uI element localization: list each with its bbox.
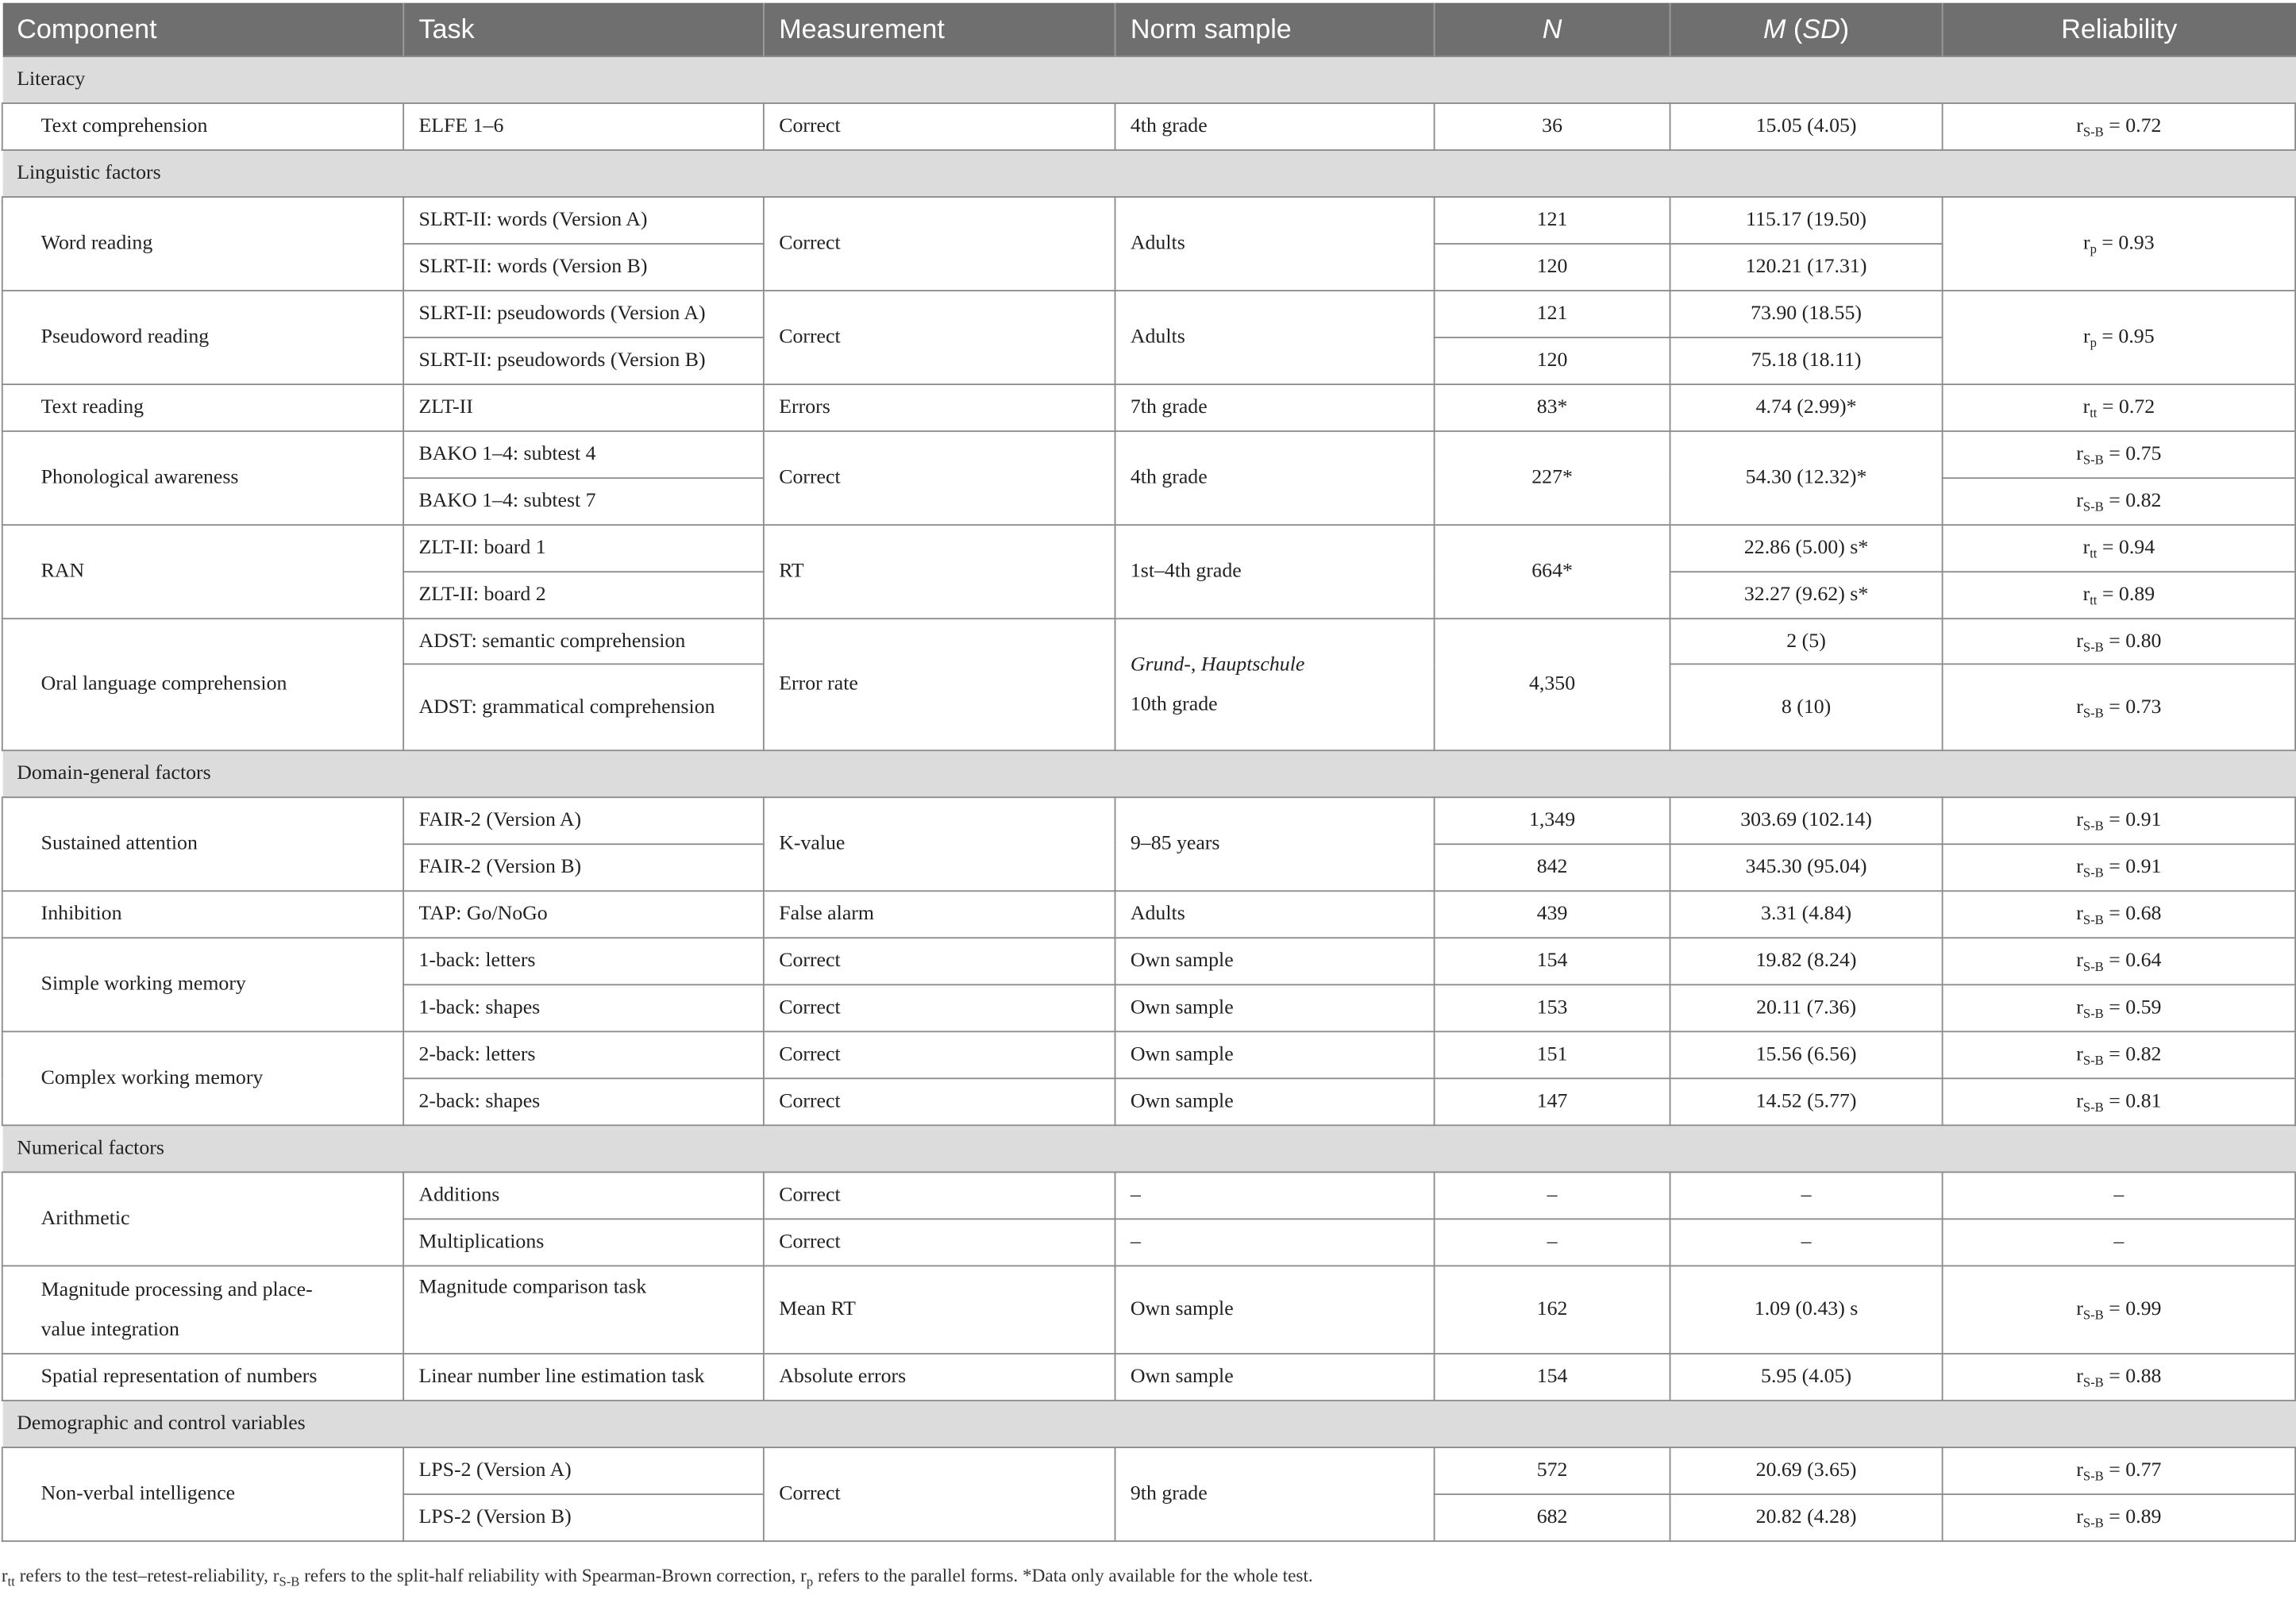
table-row: [2, 197, 2295, 244]
norm-cell: 9th grade: [1115, 1447, 1435, 1541]
component-cell: Sustained attention: [2, 797, 403, 891]
reliability-cell: $r_{S-B} = 0.89$: [1943, 1494, 2296, 1541]
reliability-cell: $r_{S-B} = 0.91$: [1943, 844, 2296, 891]
msd-cell: 15.56 (6.56): [1670, 1031, 1943, 1078]
n-cell: 227*: [1435, 431, 1670, 525]
n-cell: 154: [1435, 938, 1670, 984]
table-row: [2, 1172, 2295, 1219]
msd-cell: 115.17 (19.50): [1670, 197, 1943, 244]
measurement-cell: Absolute errors: [764, 1354, 1115, 1401]
component-cell: Non-verbal intelligence: [2, 1447, 403, 1541]
norm-cell: [1115, 618, 1435, 750]
header-row: [2, 3, 2295, 56]
measurement-cell: K-value: [764, 797, 1115, 891]
msd-cell: 4.74 (2.99)*: [1670, 384, 1943, 431]
measurement-cell: RT: [764, 525, 1115, 618]
table-row: [2, 938, 2295, 984]
header-reliability: Reliability: [1943, 3, 2296, 56]
n-cell: 4,350: [1435, 618, 1670, 750]
reliability-cell: $r_{S-B} = 0.99$: [1943, 1266, 2296, 1354]
component-cell: Oral language comprehension: [2, 618, 403, 750]
msd-cell: 303.69 (102.14): [1670, 797, 1943, 844]
component-cell: Arithmetic: [2, 1172, 403, 1266]
category-row: [2, 1125, 2295, 1172]
msd-cell: 8 (10): [1670, 664, 1943, 750]
norm-line-1: Grund-, Hauptschule: [1130, 653, 1305, 676]
task-cell: TAP: Go/NoGo: [403, 891, 764, 938]
norm-cell: Own sample: [1115, 1078, 1435, 1125]
n-cell: 162: [1435, 1266, 1670, 1354]
msd-cell: –: [1670, 1172, 1943, 1219]
n-cell: 151: [1435, 1031, 1670, 1078]
norm-cell: Own sample: [1115, 984, 1435, 1031]
task-cell: ZLT-II: board 1: [403, 525, 764, 572]
table-row: [2, 431, 2295, 478]
component-cell: Simple working memory: [2, 938, 403, 1031]
measurement-cell: Correct: [764, 431, 1115, 525]
n-cell: 121: [1435, 291, 1670, 337]
header-component: Component: [2, 3, 403, 56]
category-row: [2, 150, 2295, 197]
component-cell: Spatial representation of numbers: [2, 1354, 403, 1401]
reliability-cell: –: [1943, 1219, 2296, 1266]
task-cell: BAKO 1–4: subtest 7: [403, 478, 764, 525]
measurement-cell: Correct: [764, 197, 1115, 291]
measurement-cell: Error rate: [764, 618, 1115, 750]
reliability-cell: $r_{S-B} = 0.82$: [1943, 478, 2296, 525]
norm-cell: –: [1115, 1219, 1435, 1266]
task-cell: 2-back: shapes: [403, 1078, 764, 1125]
task-cell: SLRT-II: words (Version B): [403, 244, 764, 291]
msd-cell: 1.09 (0.43) s: [1670, 1266, 1943, 1354]
msd-cell: 32.27 (9.62) s*: [1670, 572, 1943, 618]
task-cell: ZLT-II: board 2: [403, 572, 764, 618]
n-cell: 682: [1435, 1494, 1670, 1541]
task-cell: FAIR-2 (Version B): [403, 844, 764, 891]
n-cell: 153: [1435, 984, 1670, 1031]
norm-cell: Adults: [1115, 197, 1435, 291]
msd-cell: 14.52 (5.77): [1670, 1078, 1943, 1125]
norm-cell: Own sample: [1115, 1266, 1435, 1354]
reliability-cell: $r_{S-B} = 0.81$: [1943, 1078, 2296, 1125]
n-cell: 439: [1435, 891, 1670, 938]
task-cell: FAIR-2 (Version A): [403, 797, 764, 844]
measurement-cell: Correct: [764, 103, 1115, 150]
component-cell: RAN: [2, 525, 403, 618]
msd-cell: 73.90 (18.55): [1670, 291, 1943, 337]
msd-cell: 54.30 (12.32)*: [1670, 431, 1943, 525]
task-cell: SLRT-II: pseudowords (Version A): [403, 291, 764, 337]
reliability-cell: $r_{tt} = 0.72$: [1943, 384, 2296, 431]
measurement-cell: Correct: [764, 1219, 1115, 1266]
norm-cell: Own sample: [1115, 1354, 1435, 1401]
msd-cell: 20.11 (7.36): [1670, 984, 1943, 1031]
msd-cell: 20.82 (4.28): [1670, 1494, 1943, 1541]
measurement-cell: False alarm: [764, 891, 1115, 938]
category-label: Linguistic factors: [2, 150, 2295, 197]
table-row: [2, 1354, 2295, 1401]
task-cell: 2-back: letters: [403, 1031, 764, 1078]
reliability-cell: $r_{S-B} = 0.82$: [1943, 1031, 2296, 1078]
reliability-cell: $r_{S-B} = 0.80$: [1943, 618, 2296, 664]
norm-cell: Adults: [1115, 291, 1435, 384]
norm-cell: Adults: [1115, 891, 1435, 938]
norm-cell: –: [1115, 1172, 1435, 1219]
norm-cell: 4th grade: [1115, 103, 1435, 150]
reliability-cell: –: [1943, 1172, 2296, 1219]
component-cell: Magnitude processing and place- value integration: [2, 1266, 403, 1354]
msd-cell: 22.86 (5.00) s*: [1670, 525, 1943, 572]
n-cell: 83*: [1435, 384, 1670, 431]
msd-cell: 75.18 (18.11): [1670, 337, 1943, 384]
table-row: [2, 103, 2295, 150]
reliability-cell: $r_{S-B} = 0.68$: [1943, 891, 2296, 938]
norm-cell: 1st–4th grade: [1115, 525, 1435, 618]
msd-cell: 2 (5): [1670, 618, 1943, 664]
reliability-cell: $r_{S-B} = 0.72$: [1943, 103, 2296, 150]
norm-cell: Own sample: [1115, 1031, 1435, 1078]
measurement-cell: Errors: [764, 384, 1115, 431]
measurement-cell: Mean RT: [764, 1266, 1115, 1354]
task-cell: ELFE 1–6: [403, 103, 764, 150]
n-cell: 147: [1435, 1078, 1670, 1125]
category-row: [2, 1401, 2295, 1447]
table-row: [2, 1031, 2295, 1078]
category-label: Literacy: [2, 56, 2295, 103]
reliability-cell: $r_{S-B} = 0.77$: [1943, 1447, 2296, 1494]
norm-cell: 4th grade: [1115, 431, 1435, 525]
table-row: [2, 291, 2295, 337]
task-cell: SLRT-II: pseudowords (Version B): [403, 337, 764, 384]
measurement-cell: Correct: [764, 1172, 1115, 1219]
header-task: Task: [403, 3, 764, 56]
n-cell: 36: [1435, 103, 1670, 150]
norm-line-2: 10th grade: [1130, 693, 1218, 715]
component-cell: Pseudoword reading: [2, 291, 403, 384]
component-cell: Inhibition: [2, 891, 403, 938]
task-cell: LPS-2 (Version A): [403, 1447, 764, 1494]
n-cell: –: [1435, 1219, 1670, 1266]
n-cell: –: [1435, 1172, 1670, 1219]
task-cell: ADST: semantic comprehension: [403, 618, 764, 664]
table-row: [2, 618, 2295, 664]
reliability-cell: $r_{S-B} = 0.75$: [1943, 431, 2296, 478]
component-cell: Text reading: [2, 384, 403, 431]
table-row: [2, 797, 2295, 844]
reliability-cell: $r_{S-B} = 0.59$: [1943, 984, 2296, 1031]
n-cell: 1,349: [1435, 797, 1670, 844]
norm-table: [2, 3, 2296, 1542]
msd-cell: 120.21 (17.31): [1670, 244, 1943, 291]
msd-cell: 5.95 (4.05): [1670, 1354, 1943, 1401]
task-cell: SLRT-II: words (Version A): [403, 197, 764, 244]
category-label: Numerical factors: [2, 1125, 2295, 1172]
header-measurement: Measurement: [764, 3, 1115, 56]
msd-cell: 3.31 (4.84): [1670, 891, 1943, 938]
norm-cell: 7th grade: [1115, 384, 1435, 431]
reliability-cell: $r_{tt} = 0.89$: [1943, 572, 2296, 618]
task-cell: 1-back: shapes: [403, 984, 764, 1031]
measurement-cell: Correct: [764, 291, 1115, 384]
component-cell: Word reading: [2, 197, 403, 291]
reliability-cell: $r_{S-B} = 0.73$: [1943, 664, 2296, 750]
norm-cell: 9–85 years: [1115, 797, 1435, 891]
n-cell: 120: [1435, 244, 1670, 291]
table-row: [2, 1266, 2295, 1354]
measurement-cell: Correct: [764, 1447, 1115, 1541]
msd-cell: 19.82 (8.24): [1670, 938, 1943, 984]
category-label: Demographic and control variables: [2, 1401, 2295, 1447]
reliability-cell: $r_{tt} = 0.94$: [1943, 525, 2296, 572]
reliability-cell: $r_{S-B} = 0.91$: [1943, 797, 2296, 844]
n-cell: 664*: [1435, 525, 1670, 618]
component-cell: Phonological awareness: [2, 431, 403, 525]
measurement-cell: Correct: [764, 1078, 1115, 1125]
task-cell: ZLT-II: [403, 384, 764, 431]
msd-cell: 15.05 (4.05): [1670, 103, 1943, 150]
task-cell: Linear number line estimation task: [403, 1354, 764, 1401]
n-cell: 154: [1435, 1354, 1670, 1401]
msd-cell: 345.30 (95.04): [1670, 844, 1943, 891]
n-cell: 121: [1435, 197, 1670, 244]
n-cell: 842: [1435, 844, 1670, 891]
measurement-cell: Correct: [764, 984, 1115, 1031]
reliability-cell: $r_p = 0.93$: [1943, 197, 2296, 291]
task-cell: Magnitude comparison task: [403, 1266, 764, 1354]
reliability-cell: $r_{S-B} = 0.64$: [1943, 938, 2296, 984]
table-footnote: $r_{tt}$ refers to the test–retest-reliability, $r_{S-B}$ refers to the split-half reliability with Spearman-Brown correction, $r_p$ refers to the parallel forms. *Data only available for the whole test.: [1, 1565, 1313, 1589]
n-cell: 572: [1435, 1447, 1670, 1494]
task-cell: LPS-2 (Version B): [403, 1494, 764, 1541]
task-cell: ADST: grammatical comprehension: [403, 664, 764, 750]
header-m-sd: M (SD): [1670, 3, 1943, 56]
reliability-cell: $r_p = 0.95$: [1943, 291, 2296, 384]
component-cell: Complex working memory: [2, 1031, 403, 1125]
table-row: [2, 525, 2295, 572]
component-cell: Text comprehension: [2, 103, 403, 150]
task-cell: BAKO 1–4: subtest 4: [403, 431, 764, 478]
task-cell: Multiplications: [403, 1219, 764, 1266]
n-cell: 120: [1435, 337, 1670, 384]
table-row: [2, 384, 2295, 431]
header-norm-sample: Norm sample: [1115, 3, 1435, 56]
table-row: [2, 1447, 2295, 1494]
msd-cell: –: [1670, 1219, 1943, 1266]
task-cell: 1-back: letters: [403, 938, 764, 984]
measurement-cell: Correct: [764, 1031, 1115, 1078]
category-label: Domain-general factors: [2, 750, 2295, 797]
msd-cell: 20.69 (3.65): [1670, 1447, 1943, 1494]
table-row: [2, 891, 2295, 938]
measurement-cell: Correct: [764, 938, 1115, 984]
reliability-cell: $r_{S-B} = 0.88$: [1943, 1354, 2296, 1401]
header-n: N: [1435, 3, 1670, 56]
category-row: [2, 750, 2295, 797]
category-row: [2, 56, 2295, 103]
task-cell: Additions: [403, 1172, 764, 1219]
norm-cell: Own sample: [1115, 938, 1435, 984]
